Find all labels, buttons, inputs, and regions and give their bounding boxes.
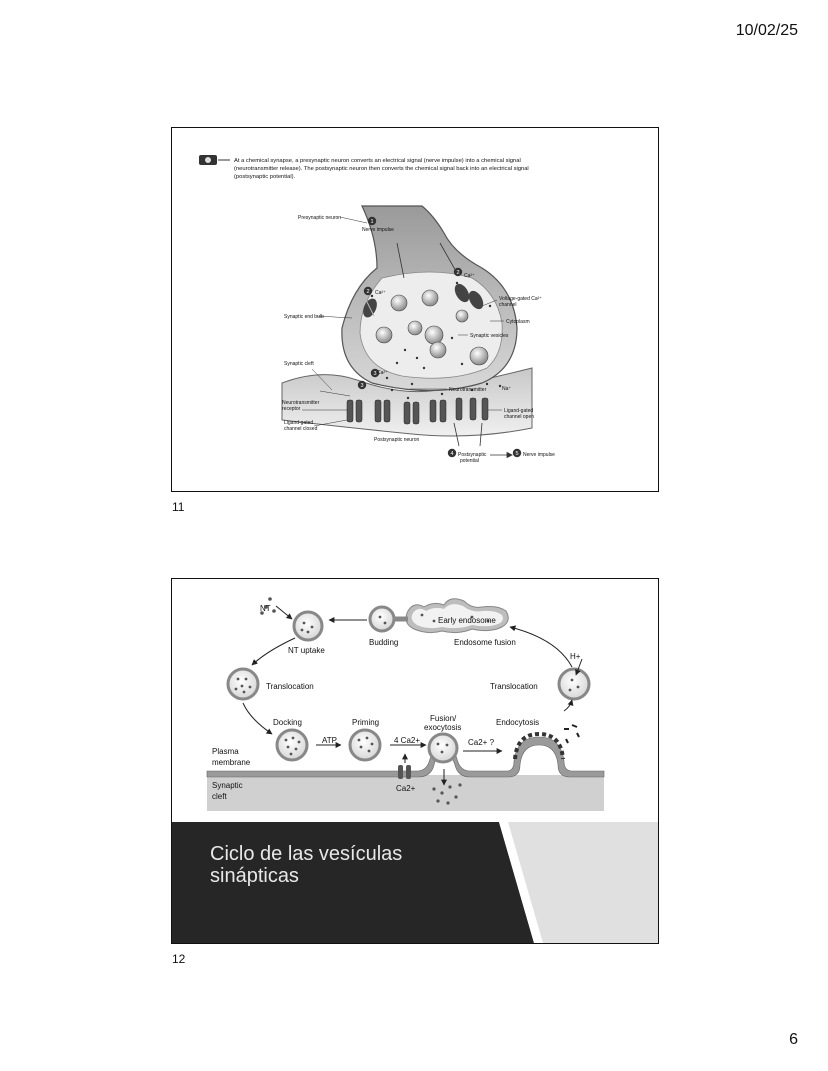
label-endocytosis: Endocytosis bbox=[496, 718, 540, 727]
label-synaptic-vesicles: Synaptic vesicles bbox=[470, 333, 509, 339]
label-cleft-line-1: Synaptic bbox=[212, 781, 243, 790]
label-priming: Priming bbox=[352, 718, 380, 727]
label-budding: Budding bbox=[369, 638, 399, 647]
label-fusion-line-1: Fusion/ bbox=[430, 714, 457, 723]
label-ca-c: Ca²⁺ bbox=[377, 370, 388, 376]
step-2-badge-right: 2 bbox=[456, 270, 460, 276]
step-3-badge-b: 3 bbox=[360, 383, 364, 389]
label-ligand-open-line-2: channel open bbox=[504, 414, 535, 420]
label-ligand-closed-line-1: Ligand-gated bbox=[284, 420, 314, 426]
step-5-badge: 5 bbox=[515, 451, 519, 457]
slide-11 bbox=[171, 127, 659, 492]
label-psp-line-1: Postsynaptic bbox=[458, 452, 487, 458]
label-ligand-closed-line-2: channel closed bbox=[284, 426, 318, 432]
label-nt-receptor-line-1: Neurotransmitter bbox=[282, 400, 320, 406]
label-nt-uptake: NT uptake bbox=[288, 646, 325, 655]
step-3-badge-a: 3 bbox=[373, 371, 377, 377]
label-vgcc-line-2: channel bbox=[499, 302, 517, 308]
page-number: 6 bbox=[789, 1031, 798, 1048]
slide-12 bbox=[171, 578, 659, 944]
label-translocation-left: Translocation bbox=[266, 682, 314, 691]
label-psp-line-2: potential bbox=[460, 458, 479, 464]
label-ca-a: Ca²⁺ bbox=[464, 273, 475, 279]
step-2-badge-left: 2 bbox=[366, 289, 370, 295]
label-vgcc-line-1: Voltage-gated Ca²⁺ bbox=[499, 296, 542, 302]
label-cleft-line-2: cleft bbox=[212, 792, 227, 801]
label-cytoplasm: Cytoplasm bbox=[506, 319, 530, 325]
header-date: 10/02/25 bbox=[735, 22, 798, 39]
label-neurotransmitter: Neurotransmitter bbox=[449, 387, 487, 393]
label-nt: NT bbox=[260, 604, 271, 613]
caption-line-2: (neurotransmitter release). The postsynaptic neuron then converts the chemical signal back into an electrical signal bbox=[234, 166, 529, 172]
label-h-plus: H+ bbox=[570, 652, 581, 661]
caption-line-3: (postsynaptic potential). bbox=[234, 174, 296, 180]
label-ca-channel: Ca2+ bbox=[396, 784, 416, 793]
step-1-badge: 1 bbox=[370, 219, 374, 225]
step-4-badge: 4 bbox=[450, 451, 454, 457]
label-nerve-impulse-bottom: Nerve impulse bbox=[523, 452, 555, 458]
label-postsynaptic-neuron: Postsynaptic neuron bbox=[374, 437, 420, 443]
recycled-proteins bbox=[564, 725, 579, 743]
label-ca-question: Ca2+ ? bbox=[468, 738, 495, 747]
label-atp: ATP bbox=[322, 736, 337, 745]
label-plasma-line-2: membrane bbox=[212, 758, 251, 767]
label-nerve-impulse-top: Nerve impulse bbox=[362, 227, 394, 233]
label-ca-b: Ca²⁺ bbox=[375, 290, 386, 296]
synaptic-cleft-band bbox=[207, 775, 604, 811]
label-fusion-line-2: exocytosis bbox=[424, 723, 462, 732]
label-translocation-right: Translocation bbox=[490, 682, 538, 691]
label-synaptic-end-bulb: Synaptic end bulb bbox=[284, 314, 324, 320]
slide-11-number: 11 bbox=[172, 500, 185, 514]
label-docking: Docking bbox=[273, 718, 302, 727]
slide-12-number: 12 bbox=[172, 952, 186, 966]
chemical-synapse-diagram bbox=[172, 128, 658, 491]
label-ca-4: 4 Ca2+ bbox=[394, 736, 421, 745]
label-plasma-line-1: Plasma bbox=[212, 747, 239, 756]
budding-vesicle bbox=[370, 607, 394, 631]
vesicle-cycle-diagram bbox=[172, 579, 658, 943]
caption-line-1: At a chemical synapse, a presynaptic neuron converts an electrical signal (nerve impulse) into a chemical signal bbox=[234, 158, 521, 164]
label-early-endosome: Early endosome bbox=[438, 616, 496, 625]
slide-12-title: Ciclo de las vesículas sinápticas bbox=[210, 843, 403, 887]
label-ligand-open-line-1: Ligand-gated bbox=[504, 408, 534, 414]
label-synaptic-cleft: Synaptic cleft bbox=[284, 361, 314, 367]
slide-11-caption-icon bbox=[199, 155, 230, 165]
label-na: Na⁺ bbox=[502, 386, 512, 392]
label-endosome-fusion: Endosome fusion bbox=[454, 638, 516, 647]
label-presynaptic-neuron: Presynaptic neuron bbox=[298, 215, 342, 221]
label-nt-receptor-line-2: receptor bbox=[282, 406, 301, 412]
